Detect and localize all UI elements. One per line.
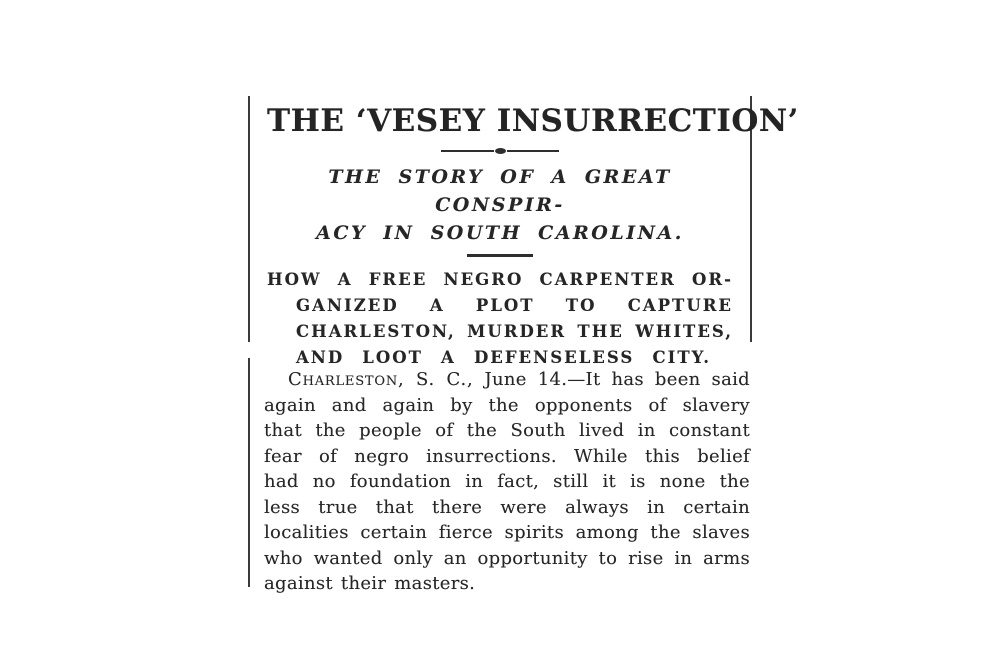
subhead-line: ACY IN SOUTH CAROLINA. bbox=[316, 222, 684, 244]
divider-rule-left bbox=[441, 150, 494, 152]
body-line: fear of negro insurrections. While this belief bbox=[264, 445, 750, 467]
article-headline: THE ‘VESEY INSURRECTION’ bbox=[267, 103, 799, 139]
headline-block bbox=[248, 96, 799, 367]
deck-line: GANIZED A PLOT TO CAPTURE bbox=[296, 296, 733, 315]
subhead-line: THE STORY OF A GREAT CONSPIR- bbox=[328, 166, 672, 216]
body-line: who wanted only an opportunity to rise in arms bbox=[264, 547, 750, 569]
deck-line: HOW A FREE NEGRO CARPENTER OR- bbox=[267, 270, 733, 289]
body-line: against their masters. bbox=[264, 573, 476, 594]
body-line: again and again by the opponents of slavery bbox=[264, 394, 750, 416]
deck-line: CHARLESTON, MURDER THE WHITES, bbox=[296, 322, 733, 341]
divider-diamond-icon bbox=[495, 148, 506, 154]
body-line: less true that there were always in certain bbox=[264, 496, 750, 518]
body-line-text: June 14.—It has been said bbox=[473, 369, 750, 390]
dateline: Charleston, S. C., bbox=[288, 369, 474, 390]
deck-line: AND LOOT A DEFENSELESS CITY. bbox=[296, 348, 711, 367]
article-deck bbox=[267, 267, 733, 371]
body-line: had no foundation in fact, still it is none the bbox=[264, 471, 750, 492]
plain-divider-rule bbox=[467, 254, 533, 257]
article-subhead bbox=[267, 163, 733, 247]
article-body-block bbox=[248, 358, 750, 594]
ornamental-divider bbox=[441, 148, 559, 154]
body-line: localities certain fierce spirits among the slaves bbox=[264, 522, 750, 543]
body-line: that the people of the South lived in constant bbox=[264, 420, 750, 441]
body-line-dateline bbox=[264, 367, 750, 393]
divider-rule-right bbox=[507, 150, 560, 152]
